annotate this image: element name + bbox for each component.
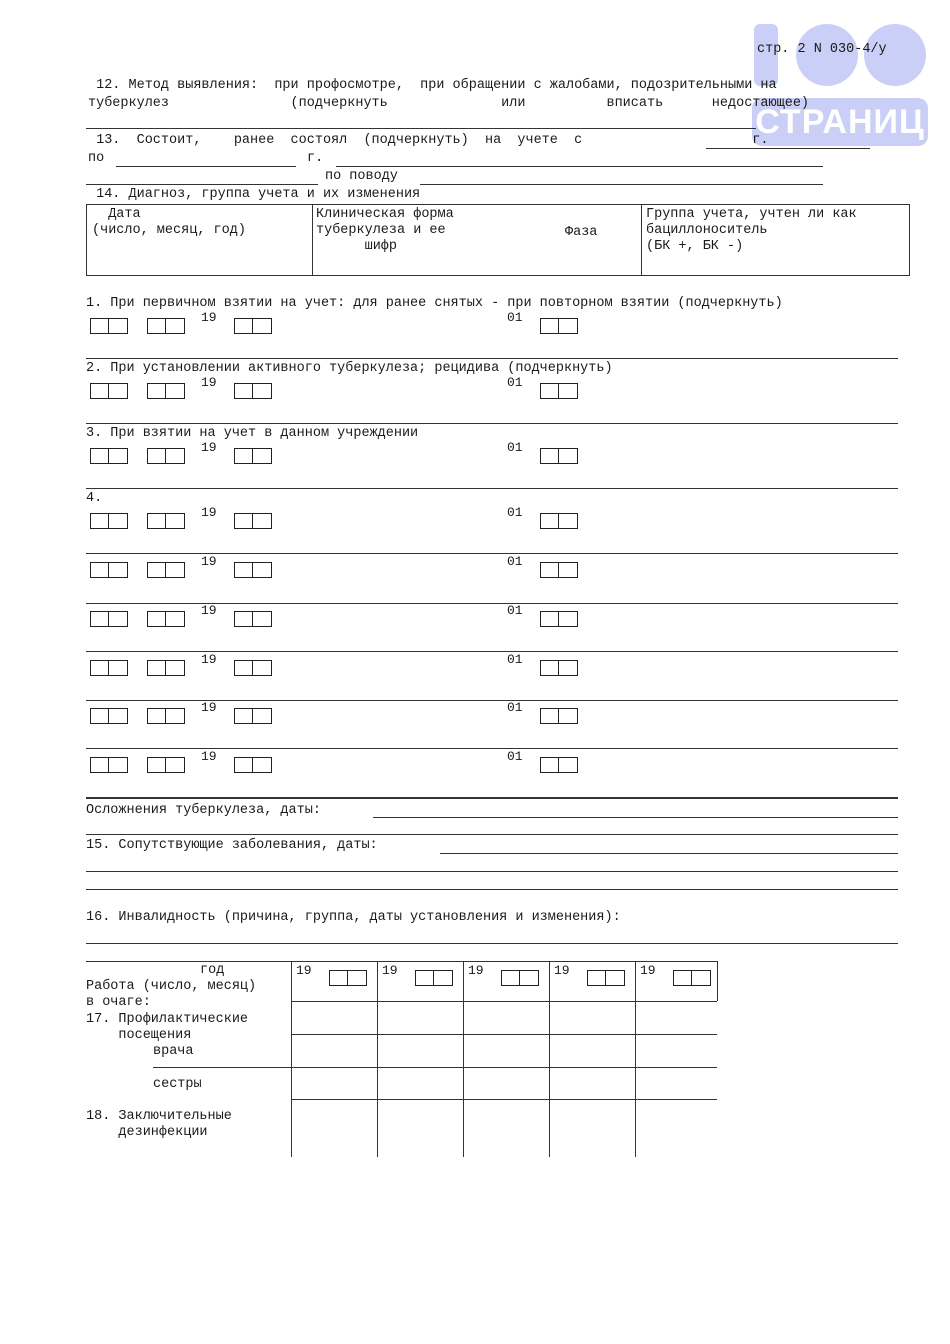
group-box[interactable] — [540, 660, 578, 676]
q13-to-label: по — [88, 151, 105, 166]
q12-line2: туберкулез (подчеркнуть или вписать недостающее) — [88, 96, 810, 111]
work-row-line-2 — [291, 1034, 717, 1035]
q15-line-2[interactable] — [86, 871, 898, 872]
diagnosis-table-sep-2 — [641, 205, 642, 275]
year-box[interactable] — [234, 757, 272, 773]
work-year-box[interactable] — [329, 970, 367, 986]
day-box[interactable] — [90, 757, 128, 773]
code-prefix: 01 — [507, 749, 523, 764]
year-box[interactable] — [234, 448, 272, 464]
entry-divider-line — [86, 358, 898, 359]
code-prefix: 01 — [507, 505, 523, 520]
complications-top-line[interactable] — [86, 798, 898, 799]
entry-divider-line — [86, 553, 898, 554]
complications-line[interactable] — [373, 817, 898, 818]
day-box[interactable] — [90, 660, 128, 676]
month-box[interactable] — [147, 611, 185, 627]
work-year-label: 19 — [468, 963, 484, 978]
month-box[interactable] — [147, 708, 185, 724]
col-group-header: Группа учета, учтен ли как бациллоноситель (БК +, БК -) — [646, 207, 857, 254]
entry-divider-line — [86, 603, 898, 604]
work-row-line-1 — [291, 1001, 717, 1002]
entry-divider-line — [86, 488, 898, 489]
code-prefix: 01 — [507, 310, 523, 325]
year-prefix: 19 — [201, 505, 217, 520]
work-row-line-4 — [291, 1099, 717, 1100]
q13-reason-pre-line[interactable] — [86, 184, 318, 185]
q15-line[interactable] — [440, 853, 898, 854]
q13-date-from-line[interactable] — [706, 148, 870, 149]
year-prefix: 19 — [201, 440, 217, 455]
q13-to-line[interactable] — [116, 166, 296, 167]
group-box[interactable] — [540, 611, 578, 627]
q18-label: 18. Заключительные дезинфекции — [86, 1109, 232, 1140]
row-3-label: 3. При взятии на учет в данном учреждении — [86, 426, 419, 441]
q14-title: 14. Диагноз, группа учета и их изменения — [88, 187, 421, 202]
day-box[interactable] — [90, 383, 128, 399]
work-year-box[interactable] — [673, 970, 711, 986]
day-box[interactable] — [90, 611, 128, 627]
group-box[interactable] — [540, 318, 578, 334]
year-box[interactable] — [234, 562, 272, 578]
group-box[interactable] — [540, 708, 578, 724]
entry-divider-line — [86, 423, 898, 424]
group-box[interactable] — [540, 562, 578, 578]
day-box[interactable] — [90, 318, 128, 334]
q12-fill-line[interactable] — [86, 128, 756, 129]
code-prefix: 01 — [507, 375, 523, 390]
work-year-label: 19 — [554, 963, 570, 978]
q13-line1: 13. Состоит, ранее состоял (подчеркнуть) на учете с г. — [88, 133, 769, 148]
month-box[interactable] — [147, 513, 185, 529]
work-year-box[interactable] — [415, 970, 453, 986]
entry-divider-line — [86, 651, 898, 652]
month-box[interactable] — [147, 318, 185, 334]
year-prefix: 19 — [201, 700, 217, 715]
group-box[interactable] — [540, 513, 578, 529]
q13-reason-label: по поводу — [325, 169, 398, 184]
row-1-label: 1. При первичном взятии на учет: для ранее снятых - при повторном взятии (подчеркнуть) — [86, 296, 783, 311]
work-year-label: 19 — [296, 963, 312, 978]
complications-line-2[interactable] — [86, 834, 898, 835]
entry-divider-line — [86, 748, 898, 749]
work-row-line-3 — [153, 1067, 717, 1068]
col-date-header: Дата (число, месяц, год) — [92, 207, 246, 238]
year-box[interactable] — [234, 708, 272, 724]
q16-line[interactable] — [86, 943, 898, 944]
year-prefix: 19 — [201, 603, 217, 618]
work-year-box[interactable] — [501, 970, 539, 986]
work-year-box[interactable] — [587, 970, 625, 986]
logo-word: СТРАНИЦ — [752, 98, 928, 146]
day-box[interactable] — [90, 562, 128, 578]
work-col-line-4 — [635, 961, 636, 1157]
year-prefix: 19 — [201, 375, 217, 390]
month-box[interactable] — [147, 562, 185, 578]
q17-doctor-label: врача — [153, 1044, 194, 1059]
work-table-top-line — [86, 961, 717, 962]
year-prefix: 19 — [201, 652, 217, 667]
diagnosis-table-sep-1 — [312, 205, 313, 275]
code-prefix: 01 — [507, 554, 523, 569]
q17-label: 17. Профилактические посещения — [86, 1012, 249, 1043]
q13-to-rest-line[interactable] — [336, 166, 823, 167]
day-box[interactable] — [90, 513, 128, 529]
work-year-label: 19 — [640, 963, 656, 978]
col-form-header: Клиническая форма туберкулеза и ее шифр — [316, 207, 454, 254]
q13-year-label: г. — [307, 151, 324, 166]
group-box[interactable] — [540, 383, 578, 399]
q15-label: 15. Сопутствующие заболевания, даты: — [86, 838, 378, 853]
work-year-label: 19 — [382, 963, 398, 978]
month-box[interactable] — [147, 757, 185, 773]
work-col-line-0 — [291, 961, 292, 1157]
q12-line1: 12. Метод выявления: при профосмотре, при обращении с жалобами, подозрительными на — [88, 78, 777, 93]
year-box[interactable] — [234, 660, 272, 676]
row-2-label: 2. При установлении активного туберкулеза; рецидива (подчеркнуть) — [86, 361, 613, 376]
q15-line-3[interactable] — [86, 889, 898, 890]
q13-reason-line[interactable] — [420, 184, 823, 185]
year-box[interactable] — [234, 611, 272, 627]
work-col-line-1 — [377, 961, 378, 1157]
year-box[interactable] — [234, 383, 272, 399]
entry-divider-line — [86, 700, 898, 701]
day-box[interactable] — [90, 708, 128, 724]
page-code: стр. 2 N 030-4/у — [757, 42, 887, 57]
year-prefix: 19 — [201, 554, 217, 569]
year-prefix: 19 — [201, 749, 217, 764]
work-col-line-5 — [717, 961, 718, 1001]
year-box[interactable] — [234, 318, 272, 334]
q17-nurse-label: сестры — [153, 1077, 202, 1092]
col-phase-header: Фаза — [565, 225, 598, 240]
work-col-line-2 — [463, 961, 464, 1157]
group-box[interactable] — [540, 757, 578, 773]
work-header-work: Работа (число, месяц) в очаге: — [86, 979, 257, 1010]
month-box[interactable] — [147, 383, 185, 399]
day-box[interactable] — [90, 448, 128, 464]
work-col-line-3 — [549, 961, 550, 1157]
row-4-label: 4. — [86, 491, 103, 506]
complications-label: Осложнения туберкулеза, даты: — [86, 803, 321, 818]
code-prefix: 01 — [507, 440, 523, 455]
q16-label: 16. Инвалидность (причина, группа, даты установления и изменения): — [86, 910, 621, 925]
code-prefix: 01 — [507, 652, 523, 667]
year-prefix: 19 — [201, 310, 217, 325]
code-prefix: 01 — [507, 603, 523, 618]
work-header-year: год — [200, 963, 225, 978]
month-box[interactable] — [147, 660, 185, 676]
group-box[interactable] — [540, 448, 578, 464]
month-box[interactable] — [147, 448, 185, 464]
code-prefix: 01 — [507, 700, 523, 715]
year-box[interactable] — [234, 513, 272, 529]
